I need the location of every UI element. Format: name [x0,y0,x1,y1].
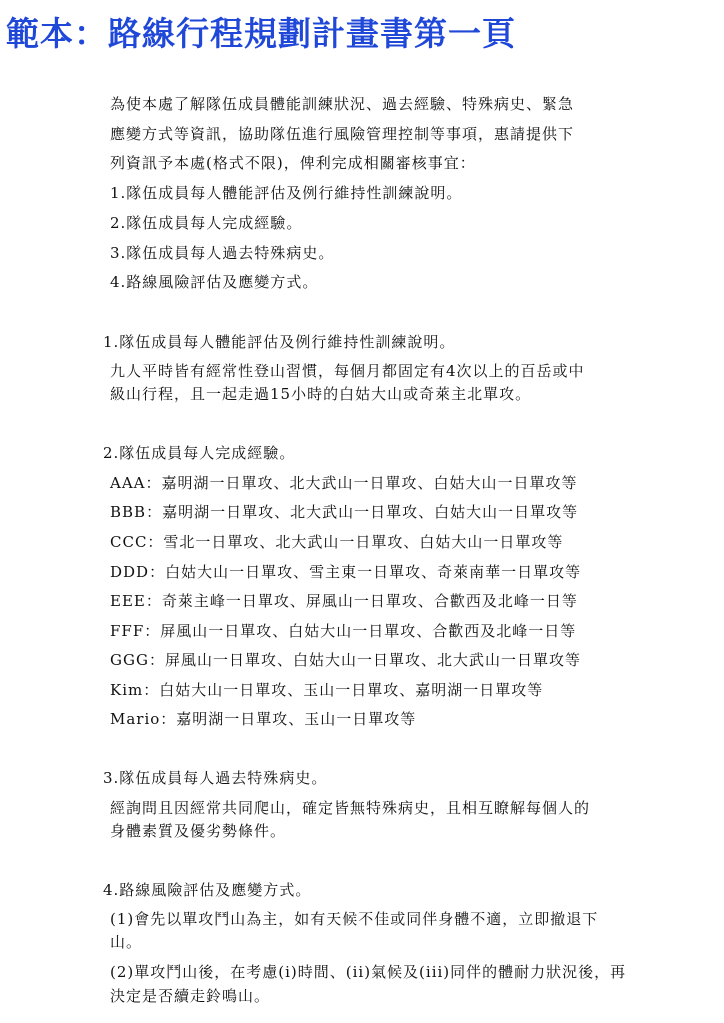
section4-line: 山。 [110,933,143,951]
section1-line: 九人平時皆有經常性登山習慣，每個月都固定有4次以上的百岳或中 [110,362,585,380]
intro-item: 1.隊伍成員每人體能評估及例行維持性訓練說明。 [110,184,463,202]
section2-heading: 2.隊伍成員每人完成經驗。 [103,444,296,462]
section4-heading: 4.路線風險評估及應變方式。 [103,881,312,899]
member-experience: AAA：嘉明湖一日單攻、北大武山一日單攻、白姑大山一日單攻等 [110,474,578,492]
section4-line: 決定是否續走鈴鳴山。 [110,987,271,1005]
page-title: 範本：路線行程規劃計畫書第一頁 [6,14,516,53]
intro-item: 3.隊伍成員每人過去特殊病史。 [110,244,335,262]
intro-line: 為使本處了解隊伍成員體能訓練狀況、過去經驗、特殊病史、緊急 [110,95,575,113]
section4-line: (2)單攻鬥山後，在考慮(i)時間、(ii)氣候及(iii)同伴的體耐力狀況後，再 [110,963,627,981]
section3-line: 經詢問且因經常共同爬山，確定皆無特殊病史，且相互瞭解每個人的 [110,799,591,817]
intro-line: 應變方式等資訊，協助隊伍進行風險管理控制等事項，惠請提供下 [110,125,575,143]
section1-heading: 1.隊伍成員每人體能評估及例行維持性訓練說明。 [103,333,456,351]
intro-item: 2.隊伍成員每人完成經驗。 [110,214,303,232]
member-experience: EEE：奇萊主峰一日單攻、屏風山一日單攻、合歡西及北峰一日等 [110,592,578,610]
section3-heading: 3.隊伍成員每人過去特殊病史。 [103,769,328,787]
member-experience: BBB：嘉明湖一日單攻、北大武山一日單攻、白姑大山一日單攻等 [110,503,579,521]
intro-line: 列資訊予本處(格式不限)，俾利完成相關審核事宜： [110,154,476,172]
intro-item: 4.路線風險評估及應變方式。 [110,273,319,291]
member-experience: GGG：屏風山一日單攻、白姑大山一日單攻、北大武山一日單攻等 [110,651,581,669]
section4-line: (1)會先以單攻鬥山為主，如有天候不佳或同伴身體不適，立即撤退下 [110,910,599,928]
member-experience: Kim：白姑大山一日單攻、玉山一日單攻、嘉明湖一日單攻等 [110,681,544,699]
member-experience: FFF：屏風山一日單攻、白姑大山一日單攻、合歡西及北峰一日等 [110,622,577,640]
section1-line: 級山行程，且一起走過15小時的白姑大山或奇萊主北單攻。 [110,385,532,403]
member-experience: CCC：雪北一日單攻、北大武山一日單攻、白姑大山一日單攻等 [110,533,564,551]
member-experience: Mario：嘉明湖一日單攻、玉山一日單攻等 [110,710,417,728]
member-experience: DDD：白姑大山一日單攻、雪主東一日單攻、奇萊南華一日單攻等 [110,563,582,581]
section3-line: 身體素質及優劣勢條件。 [110,822,287,840]
